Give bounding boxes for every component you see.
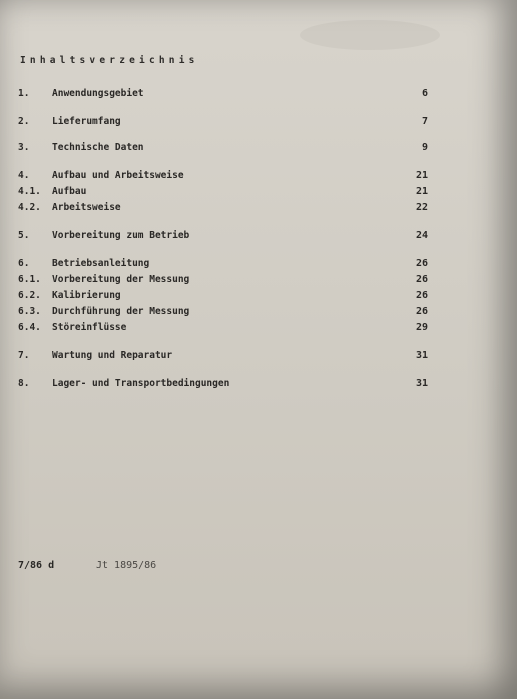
toc-entry-number: 4.2. (18, 202, 41, 213)
toc-entry-page: 31 (415, 350, 428, 361)
toc-entry (18, 202, 428, 216)
toc-entry-number: 6. (18, 258, 30, 269)
toc-entry-label: Vorbereitung der Messung (52, 274, 190, 285)
toc-entry-label: Lager- und Transportbedingungen (52, 378, 230, 389)
toc-entry (18, 274, 428, 288)
toc-entry-page: 26 (415, 306, 428, 317)
toc-entry-label: Vorbereitung zum Betrieb (52, 230, 190, 241)
toc-entry-number: 8. (18, 378, 30, 389)
toc-entry (18, 116, 428, 130)
toc-entry-page: 21 (415, 186, 428, 197)
toc-entry-page: 26 (415, 258, 428, 269)
toc-entry-page: 26 (415, 290, 428, 301)
toc-entry (18, 186, 428, 200)
toc-entry-label: Kalibrierung (52, 290, 121, 301)
toc-entry-page: 7 (421, 116, 428, 127)
toc-entry (18, 322, 428, 336)
toc-entry-page: 24 (415, 230, 428, 241)
toc-entry-page: 31 (415, 378, 428, 389)
toc-entry-page: 6 (421, 88, 428, 99)
toc-entry-page: 22 (415, 202, 428, 213)
footer-code: 7/86 d (18, 560, 55, 571)
toc-entry-number: 6.2. (18, 290, 41, 301)
toc-entry-number: 5. (18, 230, 30, 241)
toc-entry-number: 2. (18, 116, 30, 127)
toc-entry-number: 7. (18, 350, 30, 361)
toc-entry (18, 290, 428, 304)
toc-entry (18, 258, 428, 272)
toc-entry-page: 26 (415, 274, 428, 285)
toc-entry-label: Störeinflüsse (52, 322, 127, 333)
toc-entry-page: 21 (415, 170, 428, 181)
toc-entry-number: 1. (18, 88, 30, 99)
toc-entry-number: 6.1. (18, 274, 41, 285)
paper-smudge (300, 20, 440, 50)
toc-entry (18, 230, 428, 244)
toc-entry-label: Wartung und Reparatur (52, 350, 173, 361)
toc-entry-number: 3. (18, 142, 30, 153)
toc-entry-label: Betriebsanleitung (52, 258, 150, 269)
toc-entry-number: 6.4. (18, 322, 41, 333)
toc-entry-page: 29 (415, 322, 428, 333)
toc-entry (18, 142, 428, 156)
toc-entry-number: 4. (18, 170, 30, 181)
toc-entry-label: Technische Daten (52, 142, 144, 153)
toc-entry-label: Anwendungsgebiet (52, 88, 144, 99)
toc-entry (18, 170, 428, 184)
toc-title: Inhaltsverzeichnis (20, 55, 199, 66)
toc-entry-number: 6.3. (18, 306, 41, 317)
toc-entry (18, 88, 428, 102)
toc-entry (18, 350, 428, 364)
toc-entry-label: Durchführung der Messung (52, 306, 190, 317)
toc-entry-number: 4.1. (18, 186, 41, 197)
toc-entry-page: 9 (421, 142, 428, 153)
toc-entry (18, 378, 428, 392)
toc-entry-label: Lieferumfang (52, 116, 121, 127)
footer-reference: Jt 1895/86 (96, 560, 157, 571)
toc-entry (18, 306, 428, 320)
toc-entry-label: Aufbau und Arbeitsweise (52, 170, 184, 181)
toc-entry-label: Aufbau (52, 186, 87, 197)
toc-entry-label: Arbeitsweise (52, 202, 121, 213)
